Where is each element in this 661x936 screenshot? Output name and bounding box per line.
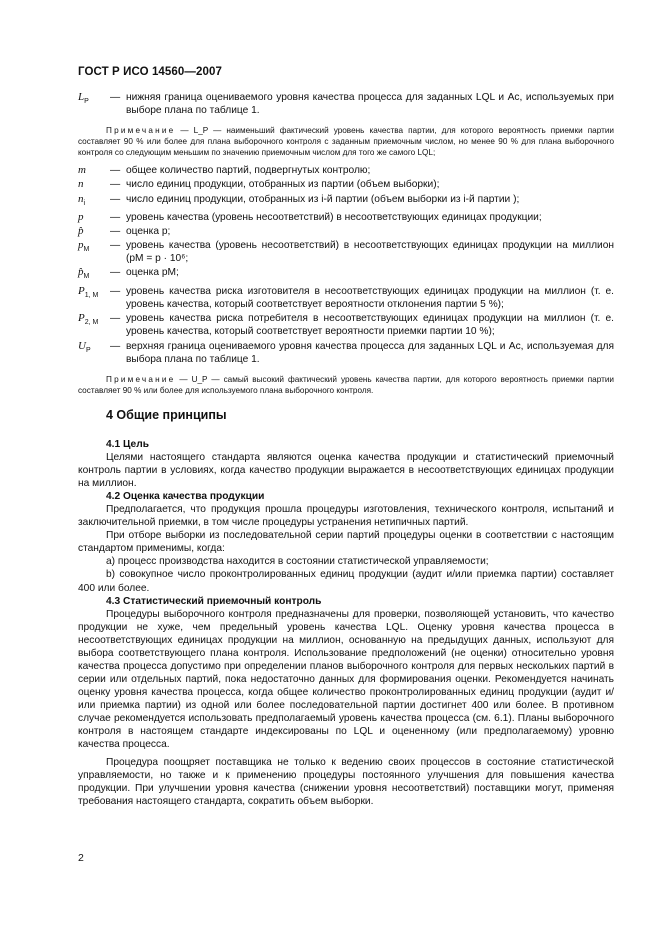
symbol-subscript: 2, M [84, 319, 99, 327]
em-dash: — [110, 285, 121, 297]
definition-text: нижняя граница оцениваемого уровня качества процесса для заданных LQL и Ac, используемых при выборе плана по таблице 1. [126, 91, 614, 117]
definition-item [78, 164, 614, 177]
symbol-main: p [78, 239, 84, 252]
definitions-top [78, 91, 614, 118]
em-dash: — [110, 165, 121, 177]
symbol-main: L [78, 90, 85, 103]
symbol-main: p̂ [78, 266, 84, 279]
definition-text: уровень качества риска изготовителя в несоответствующих единицах продукции на миллион (т. е. уровень качества, который соответствует вероятности отклонения партии 5 %); [126, 285, 614, 311]
paragraph: Предполагается, что продукция прошла процедуры изготовления, технического контроля, испытаний и заключительной приемки, в том числе процедуры устранения нетипичных партий. [78, 504, 614, 529]
note-label: Примечание [106, 375, 176, 385]
paragraph: Процедуры выборочного контроля предназначены для проверки, позволяющей установить, что качество продукции не хуже, чем предельный уровень качества LQL. Оценку уровня качества процесса в несоответствующих единицах продукции на миллион, основанную на предыдущих данных, используют для выбора соответствующего плана контроля. Использование предположений (не оценки) относительно уровня качества процесса допустимо при определении планов выборочного контроля для первых нескольких партий в серии или отдельных партий, пока недостаточно данных для формирования оценки. Рекомендуется начинать оценку уровня качества процесса, когда общее количество проконтролированных единиц продукции (аудит и/или приемка партии) из одной или более последовательной партии достигнет 400 или более. В противном случае рекомендуется использовать предполагаемый уровень качества процесса (см. 6.1). Планы выборочного контроля в настоящем стандарте индексированы по LQL и оцененному (или предполагаемому) уровню качества процесса. [78, 608, 614, 751]
section-4-2-heading: 4.2 Оценка качества продукции [106, 491, 265, 503]
section-4-1-heading: 4.1 Цель [106, 439, 149, 451]
symbol-subscript: P [85, 346, 91, 354]
note-lp [78, 125, 614, 158]
em-dash: — [110, 179, 121, 191]
definition-text: оценка p; [126, 225, 171, 237]
definition-symbol [78, 239, 110, 266]
symbol-main: P [78, 312, 85, 325]
em-dash: — [110, 240, 121, 252]
definition-text: уровень качества (уровень несоответствий) в несоответствующих единицах продукции; [126, 211, 542, 223]
symbol-main: m [78, 164, 86, 177]
definition-item [78, 193, 614, 210]
definition-text: оценка pM; [126, 267, 179, 279]
definition-text: общее количество партий, подвергнутых контролю; [126, 165, 371, 177]
definition-symbol [78, 193, 110, 210]
note-text: — L_P — наименьший фактический уровень качества партии, для которого вероятность приемки партии составляет 90 % или более для плана выборочного контроля с заданным приемочным числом, но менее 90 % для плана выборочного контроля со следующим меньшим по значению приемочным числом для того же самого LQL; [78, 126, 614, 158]
definition-text: число единиц продукции, отобранных из i-й партии (объем выборки из i-й партии ); [126, 193, 520, 205]
definition-symbol [78, 91, 110, 118]
paragraph: Процедура поощряет поставщика не только к ведению своих процессов в состояние статистической управляемости, но также и к применению процедуры постоянного улучшения для повышения качества продукции. При улучшении уровня качества (снижении уровня несоответствий) поставщики могут, применяя требования настоящего стандарта, сократить объем выборки. [78, 757, 614, 808]
definition-symbol [78, 340, 110, 367]
note-label: Примечание [106, 126, 176, 136]
definition-item [78, 225, 614, 238]
symbol-main: U [78, 339, 86, 352]
section-4-3-heading: 4.3 Статистический приемочный контроль [106, 595, 322, 607]
list-item-b: b) совокупное число проконтролированных единиц продукции (аудит и/или приемка партии) составляет 400 или более. [78, 569, 614, 594]
em-dash: — [110, 91, 121, 103]
definition-item [78, 266, 614, 283]
definition-text: уровень качества риска потребителя в несоответствующих единицах продукции на миллион (т. е. уровень качества, который соответствует вероятности приемки партии 10 %); [126, 313, 614, 338]
definition-text: верхняя граница оцениваемого уровня качества процесса для заданных LQL и Ac, используемая для выбора плана по таблице 1. [126, 340, 614, 365]
symbol-subscript: 1, M [84, 291, 99, 299]
em-dash: — [110, 340, 121, 352]
definition-symbol [78, 285, 110, 312]
page-number: 2 [78, 852, 84, 864]
definition-symbol [78, 225, 110, 238]
symbol-main: p [78, 210, 84, 223]
paragraph: Целями настоящего стандарта являются оценка качества продукции и статистический приемочный контроль партии в условиях, когда качество продукции выражается в несоответствующих единицах продукции на миллион. [78, 452, 614, 490]
symbol-main: n [78, 192, 84, 205]
list-item-a: а) процесс производства находится в состоянии статистической управляемости; [106, 556, 489, 568]
definition-item [78, 312, 614, 339]
definition-item [78, 285, 614, 312]
note-text: — U_P — самый высокий фактический уровень качества партии, для которого вероятность приемки партии составляет 90 % или более для используемого плана выборочного контроля. [78, 375, 614, 396]
em-dash: — [110, 313, 121, 325]
definition-symbol [78, 312, 110, 339]
definition-symbol [78, 178, 110, 191]
symbol-subscript: i [83, 199, 86, 207]
em-dash: — [110, 193, 121, 205]
page-content [78, 90, 614, 808]
definitions-list [78, 164, 614, 366]
definition-item [78, 91, 614, 118]
section-4-heading: 4 Общие принципы [106, 408, 227, 423]
note-up [78, 374, 614, 396]
definition-symbol [78, 164, 110, 177]
em-dash: — [110, 267, 121, 279]
definition-symbol [78, 266, 110, 283]
paragraph: При отборе выборки из последовательной серии партий процедуры оценки в соответствии с настоящим стандартом применимы, когда: [78, 530, 614, 555]
symbol-subscript: M [83, 246, 90, 254]
definition-item [78, 178, 614, 191]
symbol-main: p̂ [78, 224, 84, 237]
symbol-main: n [78, 178, 84, 191]
em-dash: — [110, 211, 121, 223]
running-header: ГОСТ Р ИСО 14560—2007 [78, 66, 223, 78]
definition-text: число единиц продукции, отобранных из партии (объем выборки); [126, 179, 440, 191]
definition-item [78, 211, 614, 224]
definition-text: уровень качества (уровень несоответствий) в несоответствующих единицах продукции на миллион (pM = p · 10⁶; [126, 240, 614, 265]
symbol-subscript: M [83, 273, 90, 281]
definition-item [78, 239, 614, 266]
em-dash: — [110, 225, 121, 237]
symbol-main: P [78, 284, 85, 297]
definition-symbol [78, 211, 110, 224]
symbol-subscript: P [84, 97, 89, 105]
definition-item [78, 340, 614, 367]
